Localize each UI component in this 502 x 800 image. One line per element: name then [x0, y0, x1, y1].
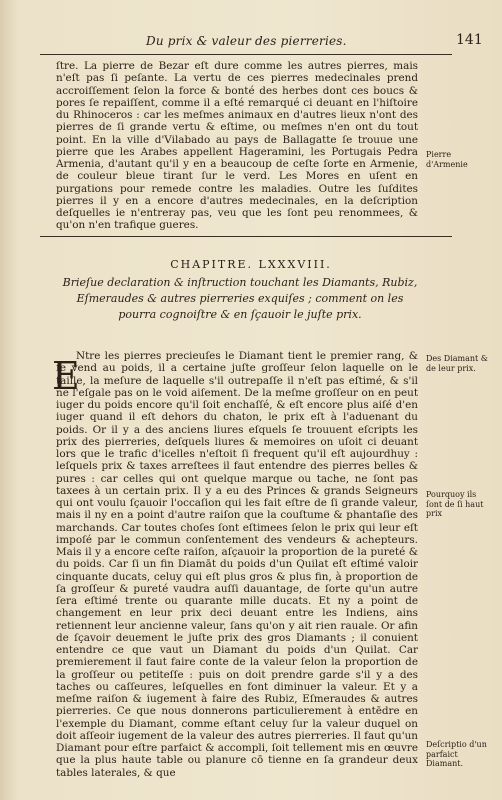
margin-note-pourquoy: Pourquoy ils ſont de ſi haut prix	[426, 490, 484, 518]
drop-cap: E	[52, 354, 80, 398]
running-title: Du prix & valeur des pierreries.	[146, 34, 347, 48]
margin-note-description: Deſcriptio d'un parfaict Diamant.	[426, 740, 487, 768]
body-paragraph	[56, 350, 418, 790]
running-header	[0, 32, 502, 52]
top-paragraph-text: ſtre. La pierre de Bezar eſt dure comme les autres pierres, mais n'eſt pas ſi peſante. La vertu de ces pierres medecinales prend accroiſſement ſelon la force & bonté des herbes dont ces boucs & pores ſe repaiſſent, comme il a eſté remarqué ci deuant en l'hiſtoire du Rhinoceros : car les meſmes animaux en d'autres lieux n'ont des pierres de ſi grande vertu & eſtime, ou meſmes n'en ont du tout point. En la ville d'Vilabado au pays de Ballagatte ſe trouue une pierre que les Arabes appellent Hageramini, les Portugais Pedra Armenia, d'autant qu'il y en a beaucoup de ceſte ſorte en Armenie, de couleur bleue tirant ſur le verd. Les Mores en uſent en purgations pour remede contre les maladies. Outre les ſuſdites pierres il y en a encore d'autres medecinales, en la deſcription deſquelles ie n'entreray pas, veu que les ſont peu renommees, & qu'on n'en trafique gueres.	[56, 60, 418, 232]
margin-note-diamant: Des Diamant & de leur prix.	[426, 354, 488, 373]
top-paragraph	[56, 60, 418, 236]
body-text: Ntre les pierres precieuſes le Diamant tient le premier rang, & ſe vend au poids, il a certaine juſte groſſeur ſelon laquelle on le taille, la meſure de laquelle s'il outrepaſſe il n'eſt pas eſtimé, & s'il ne l'eſgale pas on le void aiſement. De la meſme groſſeur on en peut iuger du poids encore qu'il ſoit enchaſſé, & eſt encore plus aiſé d'en iuger quand il eſt dehors du chaton, le prix eſt à l'aduenant du poids. Or il y a des anciens liures eſquels ſe trouuent eſcripts les prix des pierreries, deſquels liures & memoires on uſoit ci deuant lors que le trafic d'icelles n'eſtoit ſi frequent qu'il eſt aujourdhuy : leſquels prix & taxes arreſtees il faut entendre des pierres belles & pures : car celles qui ont quelque marque ou tache, ne ſont pas taxees à un certain prix. Il y a eu des Princes & grands Seigneurs qui ont voulu ſçauoir l'occaſion qui les fait eſtre de ſi grande valeur, mais il ny en a point d'autre raiſon que la couſtume & phantaſie des marchands. Car toutes choſes ſont eſtimees ſelon le prix qui leur eſt impoſé par le commun conſentement des vendeurs & achepteurs. Mais il y a encore ceſte raiſon, aſçauoir la proportion de la pureté & du poids. Car ſi un fin Diamāt du poids d'un Quilat eſt eſtimé valoir cinquante ducats, celuy qui eſt plus gros & plus fin, à proportion de ſa groſſeur & pureté vaudra auſſi dauantage, de ſorte qu'un autre ſera eſtimé trente ou quarante mille ducats. Et ny a point de changement en leur prix deci deuant entre les Indiens, ains retiennent leur ancienne valeur, ſans qu'on y ait rien rauale. Or afin de ſçavoir deuement le juſte prix des gros Diamants ; il conuient entendre ce que vaut un Diamant du poids d'un Quilat. Car premierement il faut faire conte de la valeur ſelon la proportion de la groſſeur ou petiteſſe : puis on doit prendre garde s'il y a des taches ou caſſeures, leſquelles en font diminuer la valeur. Et y a meſme raiſon & iugement à faire des Rubiz, Eſmeraudes & autres pierreries. Ce que nous donnerons particulierement à entēdre en l'exemple du Diamant, comme eſtant celuy ſur la valeur duquel on doit aſſeoir iugement de la valeur des autres pierreries. Il faut qu'un Diamant pour eſtre parfaict & accompli, ſoit tellement mis en œuvre que la plus haute table ou planure cō tienne en ſa grandeur deux tables laterales, & que	[56, 350, 418, 779]
margin-note-pierre-armenie: Pierre d'Armenie	[426, 150, 468, 169]
chapter-heading: CHAPITRE. LXXXVIII.	[170, 258, 332, 271]
section-rule	[40, 236, 452, 237]
chapter-subtitle: Brieſue declaration & inſtruction touchant les Diamants, Rubiz, Eſmeraudes & autres pierreries exquiſes ; comment on les pourra cognoiſtre & en ſçauoir le juſte prix.	[62, 276, 418, 321]
header-rule	[40, 54, 452, 55]
page-number: 141	[456, 32, 483, 48]
